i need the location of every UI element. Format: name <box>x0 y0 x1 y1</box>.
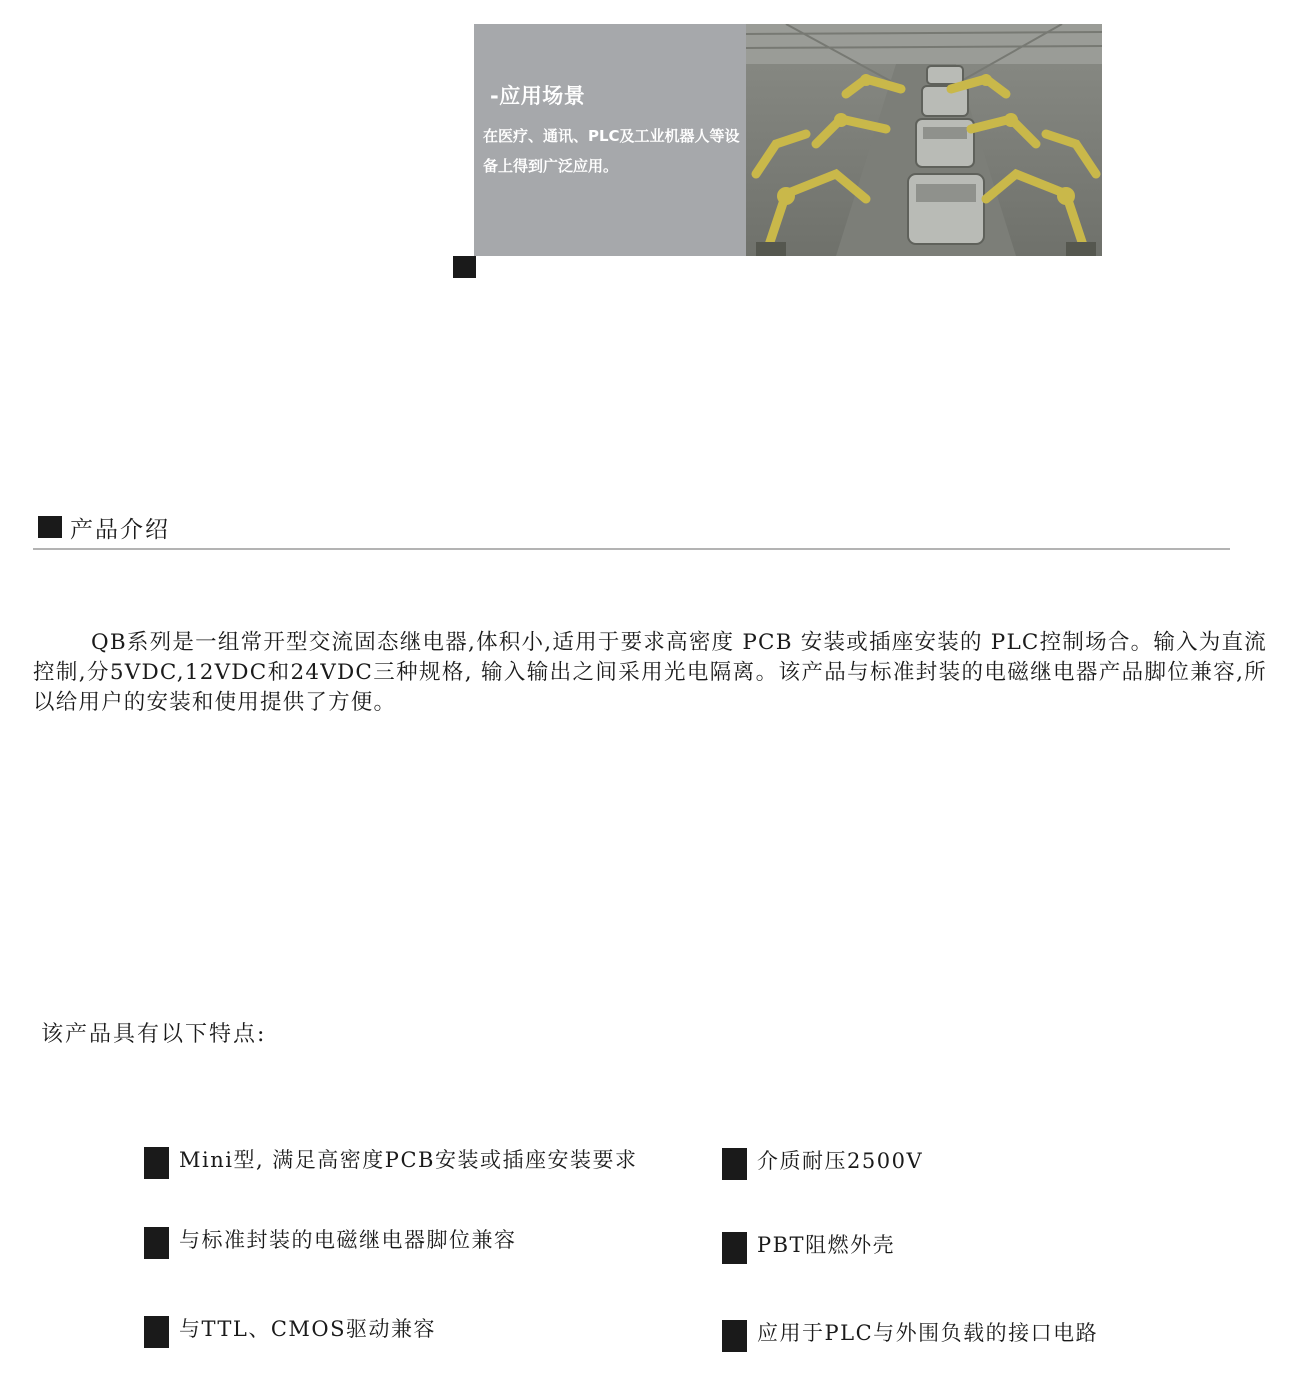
feature-text: 应用于PLC与外围负载的接口电路 <box>757 1321 1099 1345</box>
feature-text: 介质耐压2500V <box>757 1149 924 1173</box>
feature-item <box>144 1147 637 1179</box>
bullet-square-icon <box>722 1320 747 1352</box>
intro-paragraph: QB系列是一组常开型交流固态继电器,体积小,适用于要求高密度 PCB 安装或插座安装的 PLC控制场合。输入为直流控制,分5VDC,12VDC和24VDC三种规格, 输入输出之间采用光电隔离。该产品与标准封装的电磁继电器产品脚位兼容,所以给用户的安装和使用提供了方便。 <box>33 630 1267 715</box>
bullet-square-icon <box>722 1148 747 1180</box>
banner-corner-marker <box>453 256 476 278</box>
section-divider <box>33 548 1230 550</box>
features-heading: 该产品具有以下特点: <box>41 1022 267 1047</box>
product-intro-heading <box>38 513 170 541</box>
bullet-square-icon <box>144 1227 169 1259</box>
application-banner <box>474 24 1102 256</box>
factory-robot-photo-icon <box>746 24 1102 256</box>
section-marker-icon <box>38 516 62 538</box>
feature-item <box>722 1232 895 1264</box>
banner-title: -应用场景 <box>490 84 586 108</box>
feature-item <box>144 1316 436 1348</box>
feature-item <box>722 1148 923 1180</box>
feature-text: 与TTL、CMOS驱动兼容 <box>179 1317 437 1341</box>
feature-item <box>722 1320 1098 1352</box>
banner-description: 在医疗、通讯、PLC及工业机器人等设备上得到广泛应用。 <box>483 127 740 175</box>
section-title: 产品介绍 <box>70 516 170 543</box>
bullet-square-icon <box>144 1316 169 1348</box>
bullet-square-icon <box>722 1232 747 1264</box>
bullet-square-icon <box>144 1147 169 1179</box>
feature-text: 与标准封装的电磁继电器脚位兼容 <box>179 1228 517 1252</box>
feature-item <box>144 1227 517 1259</box>
feature-text: Mini型, 满足高密度PCB安装或插座安装要求 <box>179 1148 638 1172</box>
feature-text: PBT阻燃外壳 <box>757 1233 896 1257</box>
